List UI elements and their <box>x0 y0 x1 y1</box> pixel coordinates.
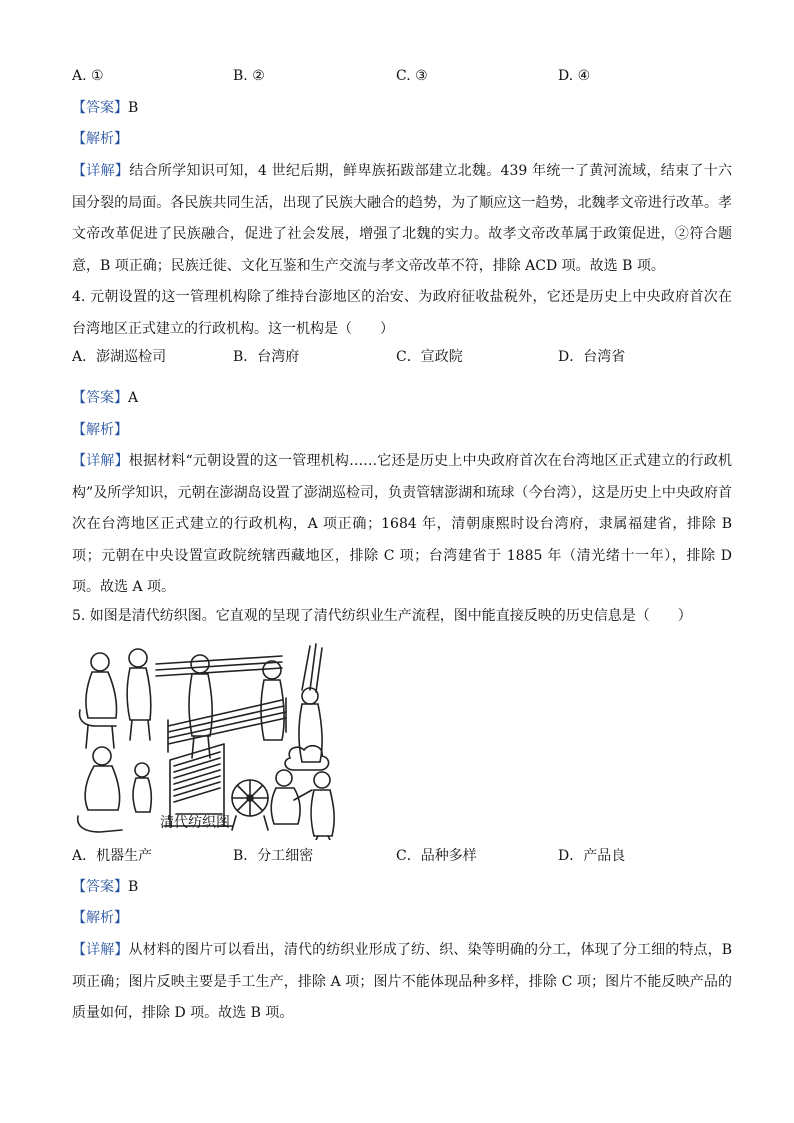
answer-value: B <box>128 100 139 116</box>
q4-option-b: B．台湾府 <box>233 349 300 365</box>
textile-illustration <box>72 640 340 840</box>
q3-analysis-tag: 【解析】 <box>72 131 128 147</box>
detail-text: 根据材料“元朝设置的这一管理机构……它还是历史上中央政府首次在台湾地区正式建立的行政机构”及所学知识，元朝在澎湖岛设置了澎湖巡检司，负责管辖澎湖和琉球（今台湾），这是历史上中央政府首次在台湾地区正式建立的行政机构，A 项正确；1684 年，清朝康熙时设台湾府，隶属福建省，排除 B 项；元朝在中央设置宣政院统辖西藏地区，排除 C 项；台湾建省于 1885 年（清光绪十一年），排除 D 项。故选 A 项。 <box>72 453 733 595</box>
q3-option-b: B. ② <box>233 68 265 84</box>
q4-stem: 4. 元朝设置的这一管理机构除了维持台澎地区的治安、为政府征收盐税外，它还是历史上中央政府首次在台湾地区正式建立的行政机构。这一机构是（ ） <box>72 289 732 337</box>
q4-detail <box>72 446 732 604</box>
q5-stem: 5. 如图是清代纺织图。它直观的呈现了清代纺织业生产流程，图中能直接反映的历史信息是（ ） <box>72 608 692 624</box>
q3-option-c: C. ③ <box>396 68 428 84</box>
q4-option-a: A．澎湖巡检司 <box>72 349 167 365</box>
q4-analysis-tag: 【解析】 <box>72 422 128 438</box>
q5-option-b: B．分工细密 <box>233 848 314 864</box>
detail-tag: 【详解】 <box>72 942 129 958</box>
detail-text: 结合所学知识可知，4 世纪后期，鲜卑族拓跋部建立北魏。439 年统一了黄河流域，结束了十六国分裂的局面。各民族共同生活，出现了民族大融合的趋势，为了顺应这一趋势，北魏孝文帝进行改革。孝文帝改革促进了民族融合，促进了社会发展，增强了北魏的实力。故孝文帝改革属于政策促进，②符合题意，B 项正确；民族迁徙、文化互鉴和生产交流与孝文帝改革不符，排除 ACD 项。故选 B 项。 <box>72 163 733 274</box>
q4-option-d: D．台湾省 <box>558 349 626 365</box>
detail-text: 从材料的图片可以看出，清代的纺织业形成了纺、织、染等明确的分工，体现了分工细的特点，B 项正确；图片反映主要是手工生产，排除 A 项；图片不能体现品种多样，排除 C 项；图片不能反映产品的质量如何，排除 D 项。故选 B 项。 <box>72 942 732 1021</box>
detail-tag: 【详解】 <box>72 453 129 469</box>
q5-option-d: D．产品良 <box>558 848 626 864</box>
answer-tag: 【答案】 <box>72 879 128 895</box>
q5-option-a: A．机器生产 <box>72 848 153 864</box>
answer-value: B <box>128 879 139 895</box>
answer-tag: 【答案】 <box>72 100 128 116</box>
q3-option-a: A. ① <box>72 68 104 84</box>
answer-value: A <box>128 390 139 406</box>
answer-tag: 【答案】 <box>72 390 128 406</box>
q5-detail <box>72 935 732 1030</box>
q3-option-d: D. ④ <box>558 68 591 84</box>
q3-detail <box>72 156 732 282</box>
q5-analysis-tag: 【解析】 <box>72 910 128 926</box>
q5-answer-line <box>72 877 138 897</box>
figure-caption: 清代纺织图 <box>160 815 230 831</box>
q5-option-c: C．品种多样 <box>396 848 477 864</box>
q4-option-c: C．宣政院 <box>396 349 463 365</box>
detail-tag: 【详解】 <box>72 163 130 179</box>
q4-answer-line <box>72 388 138 408</box>
q3-answer-line <box>72 98 138 118</box>
